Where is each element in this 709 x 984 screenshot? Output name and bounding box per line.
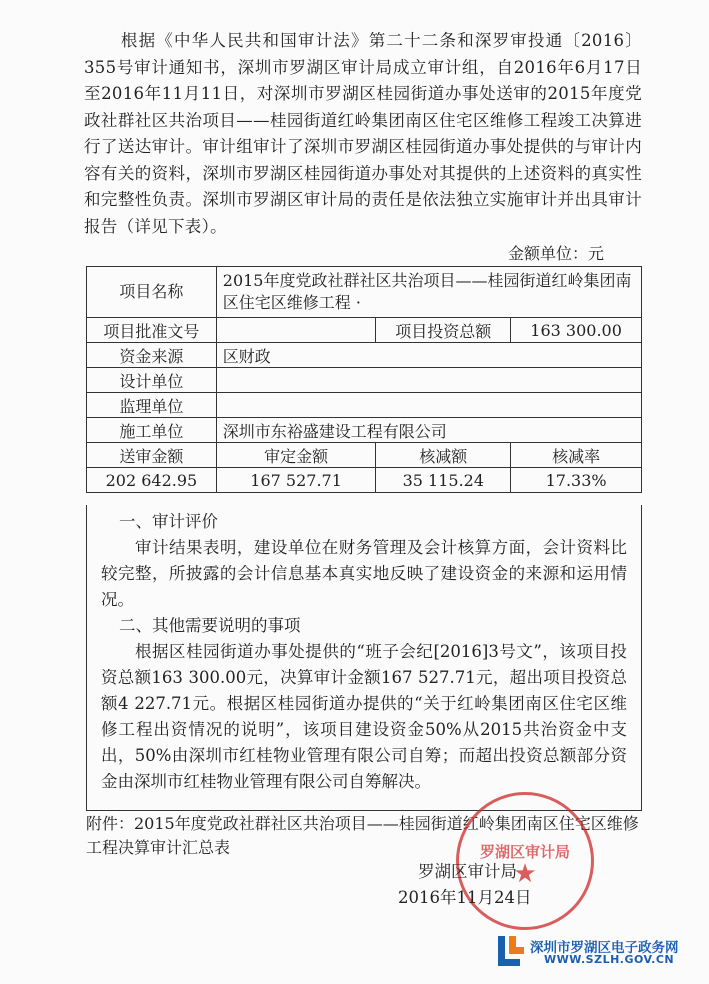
header-approved-amount: 审定金额 [216, 443, 376, 468]
amount-unit: 金额单位：元 [508, 244, 605, 263]
site-logo [496, 932, 696, 972]
header-reduction-rate: 核减率 [511, 443, 642, 468]
table-row [87, 267, 642, 318]
table-row [87, 468, 642, 493]
submitted-amount: 202 642.95 [87, 468, 217, 493]
design-label: 设计单位 [87, 368, 217, 393]
project-name-value: 2015年度党政社群社区共治项目——桂园街道红岭集团南区住宅区维修工程 · [216, 267, 641, 318]
investment-label: 项目投资总额 [376, 318, 511, 343]
table-row [87, 443, 642, 468]
seal-star-icon: ★ [513, 859, 537, 889]
funding-label: 资金来源 [87, 343, 217, 368]
design-value [216, 368, 641, 393]
evaluation-text: 审计结果表明，建设单位在财务管理及会计核算方面，会计资料比较完整，所披露的会计信息基本真实地反映了建设资金的来源和运用情况。 [101, 538, 627, 609]
other-matters-text: 根据区桂园街道办事处提供的“班子会纪[2016]3号文”，该项目投资总额163 300.00元，决算审计金额167 527.71元，超出项目投资总额4 227.71元。根据区桂园街道办提供的“关于红岭集团南区住宅区维修工程出资情况的说明”，该项目建设资金50%从2015共治资金中支出，50%由深圳市红桂物业管理有限公司自筹；而超出投资总额部分资金由深圳市红桂物业管理有限公司自筹解决。 [101, 642, 627, 791]
logo-title: 深圳市罗湖区电子政务网 [530, 940, 679, 956]
table-row [87, 418, 642, 443]
signature-org: 罗湖区审计局 [418, 862, 517, 881]
approval-label: 项目批准文号 [87, 318, 217, 343]
table-row [87, 368, 642, 393]
supervision-label: 监理单位 [87, 393, 217, 418]
table-row [87, 393, 642, 418]
table-row [87, 343, 642, 368]
reduction-rate: 17.33% [511, 468, 642, 493]
reduction-amount: 35 115.24 [376, 468, 511, 493]
other-matters-heading: 二、其他需要说明的事项 [119, 616, 301, 635]
audit-summary-table [86, 266, 642, 493]
approved-amount: 167 527.71 [216, 468, 376, 493]
logo-url: WWW.SZLH.GOV.CN [544, 953, 675, 966]
intro-paragraph [84, 28, 642, 240]
seal-text: 罗湖区审计局 [479, 843, 570, 861]
header-reduction-amount: 核减额 [376, 443, 511, 468]
signature-date: 2016年11月24日 [398, 888, 532, 907]
construction-value: 深圳市东裕盛建设工程有限公司 [216, 418, 641, 443]
logo-mark-icon [496, 934, 526, 968]
evaluation-box [86, 505, 642, 811]
approval-value [216, 318, 376, 343]
project-name-label: 项目名称 [87, 267, 217, 318]
investment-value: 163 300.00 [511, 318, 642, 343]
table-row [87, 318, 642, 343]
construction-label: 施工单位 [87, 418, 217, 443]
evaluation-heading: 一、审计评价 [119, 512, 218, 531]
header-submitted-amount: 送审金额 [87, 443, 217, 468]
intro-text: 根据《中华人民共和国审计法》第二十二条和深罗审投通〔2016〕355号审计通知书，深圳市罗湖区审计局成立审计组，自2016年6月17日至2016年11月11日，对深圳市罗湖区桂园街道办事处送审的2015年度党政社群社区共治项目——桂园街道红岭集团南区住宅区维修工程竣工决算进行了送达审计。审计组审计了深圳市罗湖区桂园街道办事处提供的与审计内容有关的资料，深圳市罗湖区桂园街道办事处对其提供的上述资料的真实性和完整性负责。深圳市罗湖区审计局的责任是依法独立实施审计并出具审计报告（详见下表）。 [84, 31, 642, 236]
supervision-value [216, 393, 641, 418]
attachment-note: 附件：2015年度党政社群社区共治项目——桂园街道红岭集团南区住宅区维修工程决算审计汇总表 [86, 814, 639, 857]
funding-value: 区财政 [216, 343, 641, 368]
